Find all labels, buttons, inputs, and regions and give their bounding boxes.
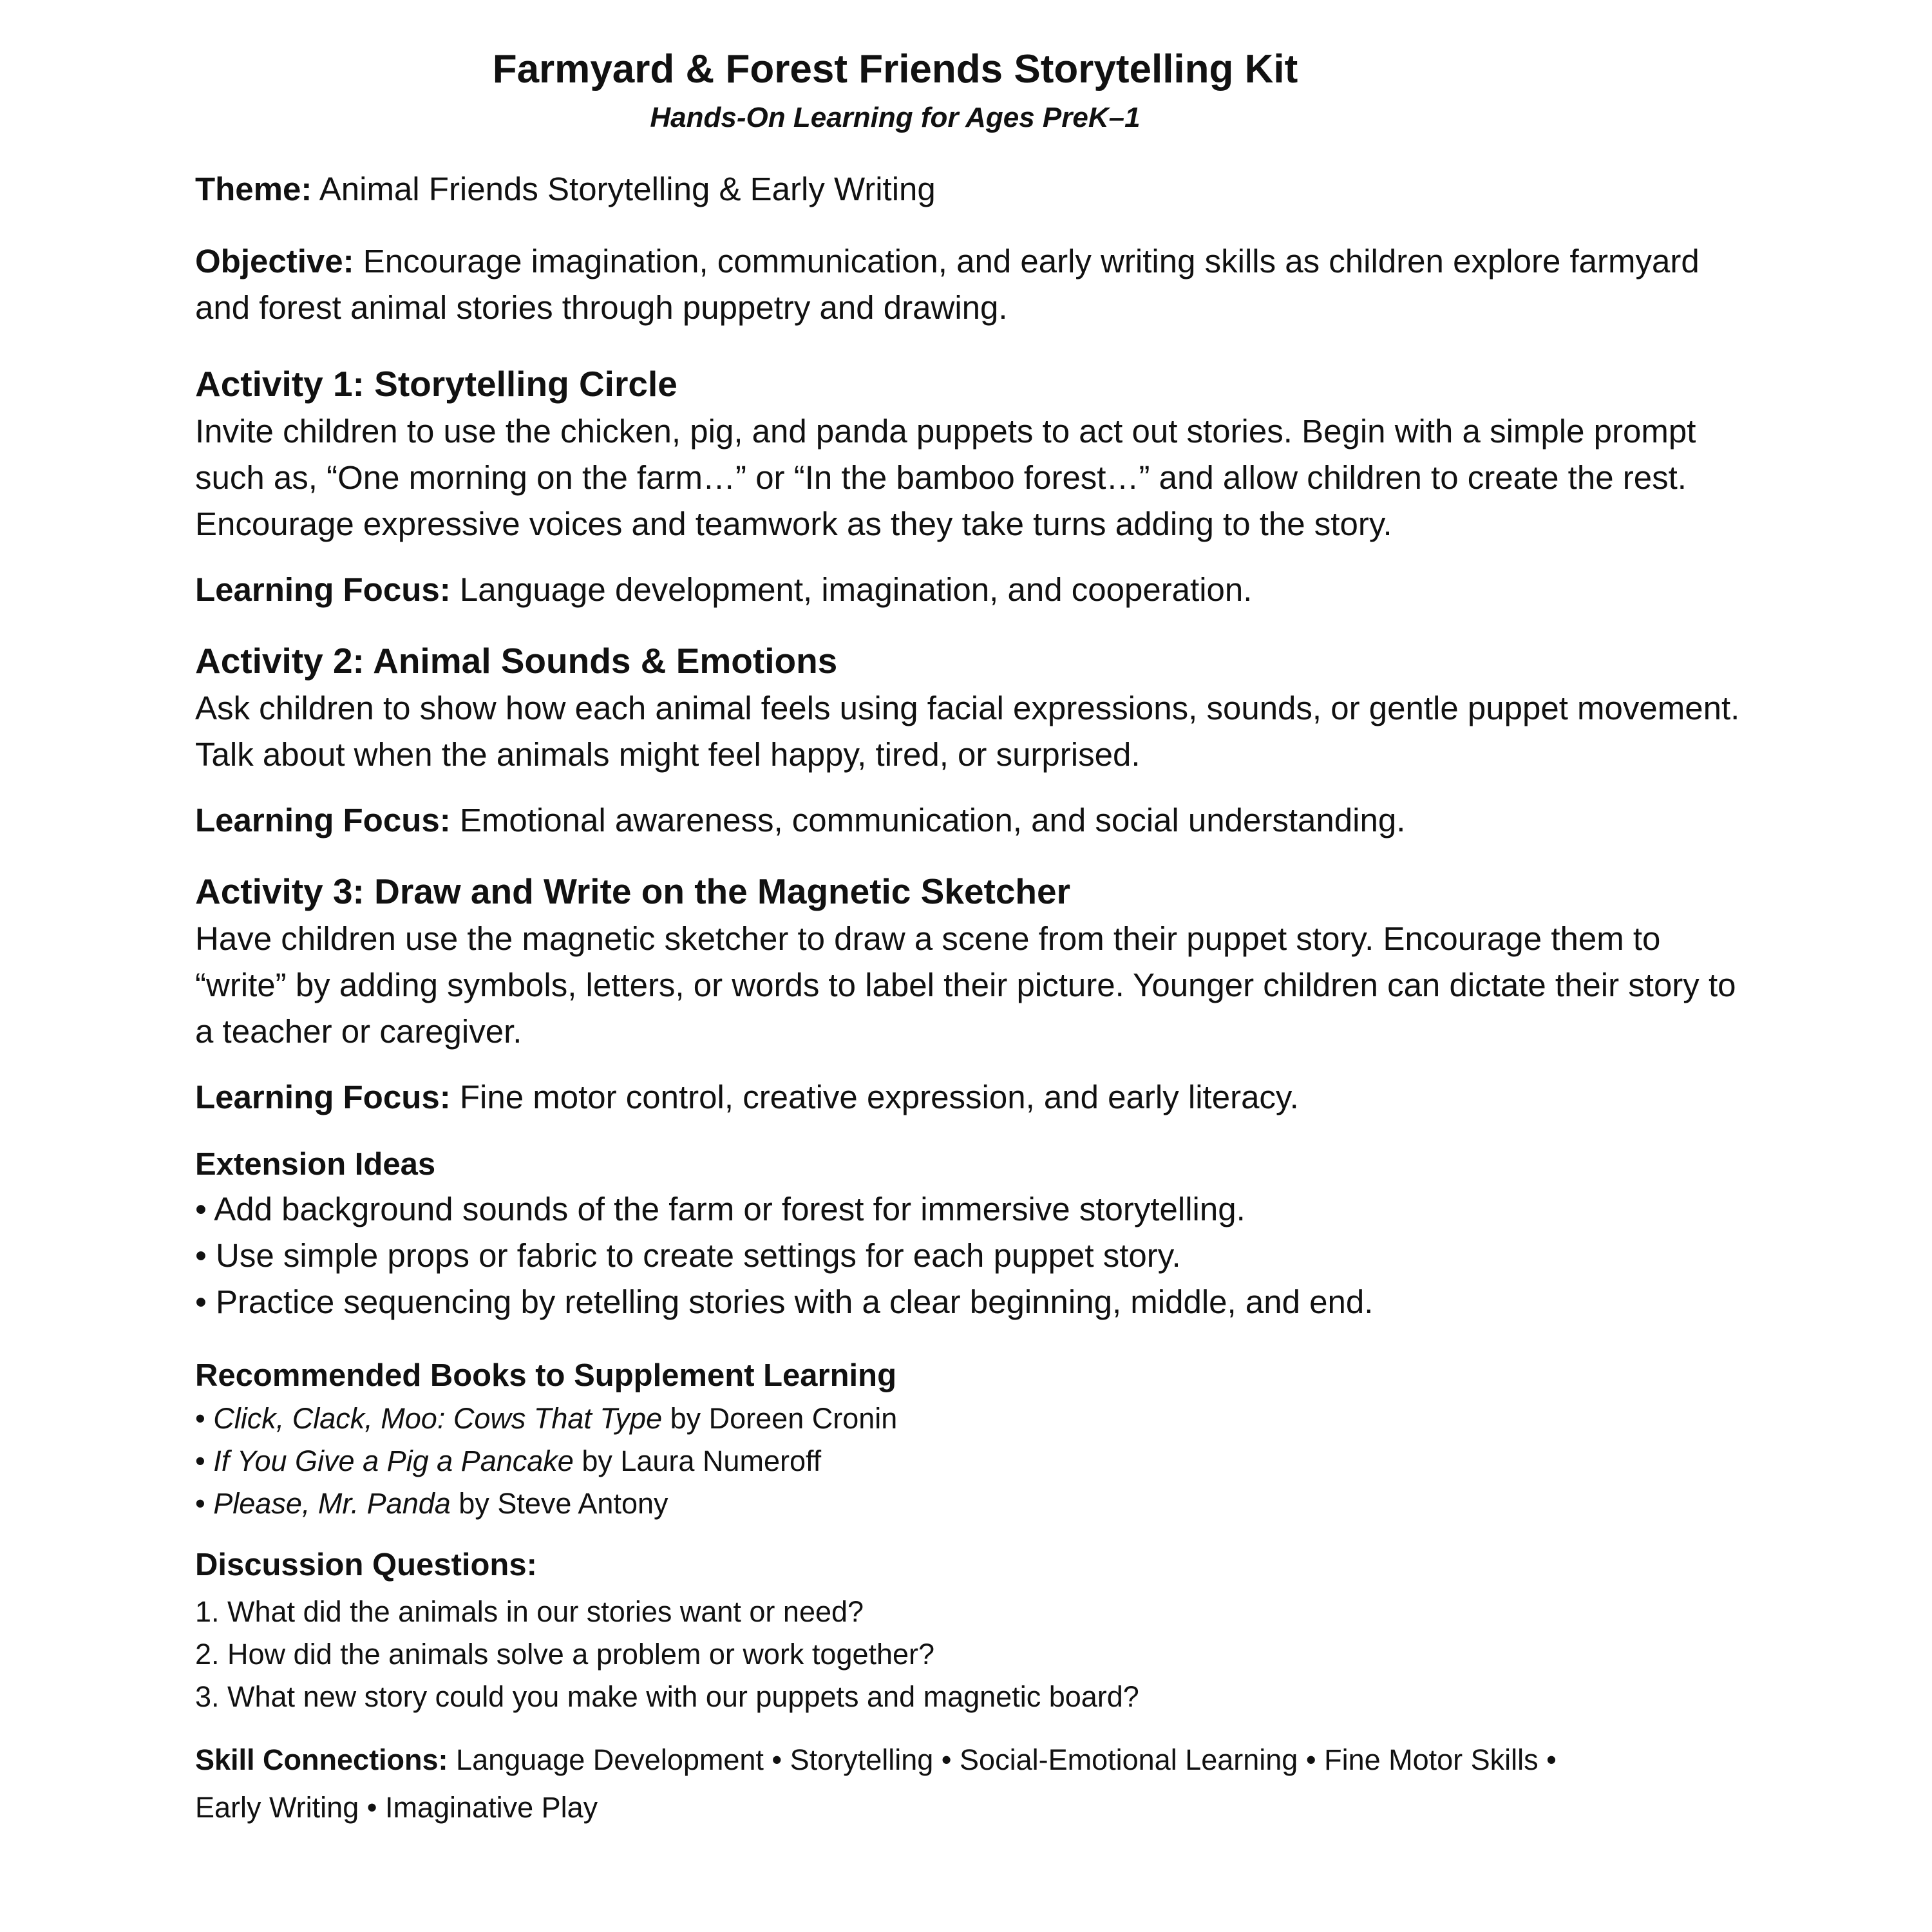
book-item bbox=[195, 1482, 1754, 1525]
activity-2-heading: Activity 2: Animal Sounds & Emotions bbox=[195, 641, 838, 681]
book-bullet: • bbox=[195, 1402, 214, 1435]
book-item bbox=[195, 1440, 1754, 1482]
list-item: 2. How did the animals solve a problem or work together? bbox=[195, 1638, 935, 1671]
activity-3-heading: Activity 3: Draw and Write on the Magnetic Sketcher bbox=[195, 871, 1071, 911]
list-item: 3. What new story could you make with our puppets and magnetic board? bbox=[195, 1680, 1139, 1713]
activity-3-learning-focus bbox=[195, 1074, 1754, 1121]
theme-label: Theme: bbox=[195, 171, 312, 207]
extension-ideas-heading: Extension Ideas bbox=[195, 1147, 436, 1182]
list-item: • Use simple props or fabric to create settings for each puppet story. bbox=[195, 1237, 1181, 1274]
discussion-questions-list bbox=[195, 1591, 1754, 1718]
activity-2-focus-text: Emotional awareness, communication, and social understanding. bbox=[450, 802, 1406, 838]
activity-3-focus-text: Fine motor control, creative expression, and early literacy. bbox=[450, 1079, 1299, 1115]
activity-2-learning-focus bbox=[195, 797, 1754, 844]
theme-text: Animal Friends Storytelling & Early Writing bbox=[312, 171, 936, 207]
activity-1-heading: Activity 1: Storytelling Circle bbox=[195, 364, 677, 404]
page-subtitle: Hands-On Learning for Ages PreK–1 bbox=[650, 102, 1141, 133]
activity-2-focus-label: Learning Focus: bbox=[195, 802, 451, 838]
book-bullet: • bbox=[195, 1444, 214, 1477]
activity-1-description: Invite children to use the chicken, pig, and panda puppets to act out stories. Begin with a simple prompt such as, “One morning on the farm…” or “In the bamboo forest…” and allow children to create the rest. Encourage expressive voices and teamwork as they take turns adding to the story. bbox=[195, 413, 1696, 542]
book-title: Click, Clack, Moo: Cows That Type bbox=[213, 1402, 663, 1435]
page-title: Farmyard & Forest Friends Storytelling Kit bbox=[492, 47, 1298, 91]
activity-2-description: Ask children to show how each animal feels using facial expressions, sounds, or gentle puppet movement. Talk about when the animals might feel happy, tired, or surprised. bbox=[195, 690, 1740, 773]
activity-3-focus-label: Learning Focus: bbox=[195, 1079, 451, 1115]
book-item bbox=[195, 1397, 1754, 1440]
objective-paragraph bbox=[195, 238, 1754, 331]
book-bullet: • bbox=[195, 1487, 214, 1520]
book-title: If You Give a Pig a Pancake bbox=[213, 1444, 574, 1477]
skill-connections bbox=[195, 1736, 1573, 1832]
skill-connections-text: Language Development • Storytelling • Social-Emotional Learning • Fine Motor Skills • Early Writing • Imaginative Play bbox=[195, 1743, 1557, 1824]
book-title: Please, Mr. Panda bbox=[213, 1487, 451, 1520]
extension-ideas-list bbox=[195, 1186, 1754, 1325]
list-item: • Add background sounds of the farm or forest for immersive storytelling. bbox=[195, 1191, 1245, 1227]
discussion-questions-heading: Discussion Questions: bbox=[195, 1548, 537, 1582]
theme-line bbox=[195, 166, 1754, 213]
objective-text: Encourage imagination, communication, and early writing skills as children explore farmyard and forest animal stories through puppetry and drawing. bbox=[195, 243, 1700, 326]
book-author: by Steve Antony bbox=[450, 1487, 668, 1520]
activity-1-focus-text: Language development, imagination, and cooperation. bbox=[450, 571, 1253, 608]
list-item: 1. What did the animals in our stories want or need? bbox=[195, 1595, 864, 1628]
activity-1-learning-focus bbox=[195, 567, 1754, 613]
recommended-books-heading: Recommended Books to Supplement Learning bbox=[195, 1358, 897, 1393]
activity-3-description: Have children use the magnetic sketcher to draw a scene from their puppet story. Encourage them to “write” by adding symbols, letters, or words to label their picture. Younger children can dictate their story to a teacher or caregiver. bbox=[195, 920, 1736, 1050]
objective-label: Objective: bbox=[195, 243, 354, 279]
activity-1-focus-label: Learning Focus: bbox=[195, 571, 451, 608]
book-author: by Doreen Cronin bbox=[662, 1402, 898, 1435]
skill-connections-label: Skill Connections: bbox=[195, 1743, 448, 1776]
list-item: • Practice sequencing by retelling stories with a clear beginning, middle, and end. bbox=[195, 1283, 1374, 1320]
recommended-books-list bbox=[195, 1397, 1754, 1525]
document-body bbox=[195, 166, 1754, 1832]
book-author: by Laura Numeroff bbox=[573, 1444, 822, 1477]
